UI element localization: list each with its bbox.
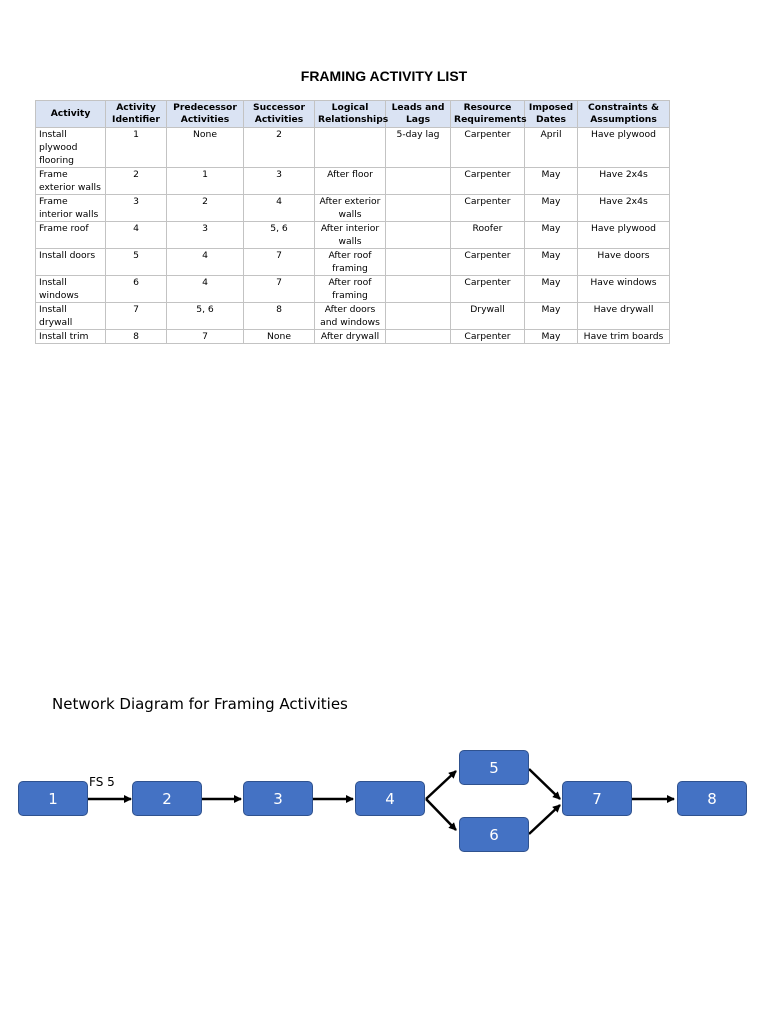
cell-predecessor: 2 bbox=[167, 195, 244, 222]
activity-node-6: 6 bbox=[459, 817, 529, 852]
cell-imposed-date: May bbox=[525, 168, 578, 195]
document-title: FRAMING ACTIVITY LIST bbox=[300, 68, 468, 84]
cell-identifier: 4 bbox=[106, 222, 167, 249]
header-resource-requirements: Resource Requirements bbox=[451, 101, 525, 128]
cell-constraint: Have doors bbox=[578, 249, 670, 276]
cell-constraint: Have drywall bbox=[578, 303, 670, 330]
header-imposed-dates: Imposed Dates bbox=[525, 101, 578, 128]
activity-node-3: 3 bbox=[243, 781, 313, 816]
cell-resource: Carpenter bbox=[451, 330, 525, 344]
cell-identifier: 6 bbox=[106, 276, 167, 303]
cell-activity: Install drywall bbox=[36, 303, 106, 330]
cell-identifier: 5 bbox=[106, 249, 167, 276]
cell-resource: Carpenter bbox=[451, 168, 525, 195]
cell-constraint: Have trim boards bbox=[578, 330, 670, 344]
cell-logical: After floor bbox=[315, 168, 386, 195]
header-constraints: Constraints & Assumptions bbox=[578, 101, 670, 128]
cell-successor: 3 bbox=[244, 168, 315, 195]
activity-node-2: 2 bbox=[132, 781, 202, 816]
cell-successor: 7 bbox=[244, 249, 315, 276]
cell-imposed-date: May bbox=[525, 303, 578, 330]
cell-leads-lags: 5-day lag bbox=[386, 128, 451, 168]
header-logical-relationships: Logical Relationships bbox=[315, 101, 386, 128]
cell-imposed-date: May bbox=[525, 195, 578, 222]
cell-logical: After roof framing bbox=[315, 249, 386, 276]
header-activity-identifier: Activity Identifier bbox=[106, 101, 167, 128]
cell-resource: Carpenter bbox=[451, 249, 525, 276]
cell-logical: After drywall bbox=[315, 330, 386, 344]
cell-identifier: 7 bbox=[106, 303, 167, 330]
activity-node-5: 5 bbox=[459, 750, 529, 785]
cell-successor: None bbox=[244, 330, 315, 344]
cell-logical: After doors and windows bbox=[315, 303, 386, 330]
cell-predecessor: None bbox=[167, 128, 244, 168]
cell-activity: Frame roof bbox=[36, 222, 106, 249]
activity-node-1: 1 bbox=[18, 781, 88, 816]
cell-activity: Frame exterior walls bbox=[36, 168, 106, 195]
cell-imposed-date: May bbox=[525, 276, 578, 303]
network-diagram-title: Network Diagram for Framing Activities bbox=[52, 695, 348, 713]
arrow-6-to-7 bbox=[529, 805, 560, 834]
cell-constraint: Have 2x4s bbox=[578, 195, 670, 222]
cell-identifier: 2 bbox=[106, 168, 167, 195]
cell-activity: Install trim bbox=[36, 330, 106, 344]
cell-imposed-date: April bbox=[525, 128, 578, 168]
cell-imposed-date: May bbox=[525, 330, 578, 344]
cell-resource: Drywall bbox=[451, 303, 525, 330]
cell-logical: After exterior walls bbox=[315, 195, 386, 222]
cell-predecessor: 5, 6 bbox=[167, 303, 244, 330]
cell-predecessor: 4 bbox=[167, 249, 244, 276]
cell-successor: 2 bbox=[244, 128, 315, 168]
cell-identifier: 3 bbox=[106, 195, 167, 222]
cell-successor: 7 bbox=[244, 276, 315, 303]
cell-resource: Roofer bbox=[451, 222, 525, 249]
cell-predecessor: 1 bbox=[167, 168, 244, 195]
arrow-4-to-5 bbox=[426, 771, 456, 799]
header-predecessor: Predecessor Activities bbox=[167, 101, 244, 128]
cell-constraint: Have plywood bbox=[578, 222, 670, 249]
cell-predecessor: 4 bbox=[167, 276, 244, 303]
activity-node-4: 4 bbox=[355, 781, 425, 816]
cell-logical: After roof framing bbox=[315, 276, 386, 303]
activity-node-8: 8 bbox=[677, 781, 747, 816]
cell-predecessor: 3 bbox=[167, 222, 244, 249]
cell-activity: Frame interior walls bbox=[36, 195, 106, 222]
header-leads-lags: Leads and Lags bbox=[386, 101, 451, 128]
cell-identifier: 8 bbox=[106, 330, 167, 344]
cell-successor: 4 bbox=[244, 195, 315, 222]
header-successor: Successor Activities bbox=[244, 101, 315, 128]
cell-successor: 8 bbox=[244, 303, 315, 330]
arrow-5-to-7 bbox=[529, 769, 560, 799]
cell-resource: Carpenter bbox=[451, 276, 525, 303]
cell-identifier: 1 bbox=[106, 128, 167, 168]
cell-constraint: Have 2x4s bbox=[578, 168, 670, 195]
cell-activity: Install doors bbox=[36, 249, 106, 276]
header-activity: Activity bbox=[36, 101, 106, 128]
cell-resource: Carpenter bbox=[451, 128, 525, 168]
cell-imposed-date: May bbox=[525, 222, 578, 249]
cell-logical: After interior walls bbox=[315, 222, 386, 249]
cell-predecessor: 7 bbox=[167, 330, 244, 344]
cell-constraint: Have plywood bbox=[578, 128, 670, 168]
lag-label: FS 5 bbox=[89, 775, 115, 789]
activity-node-7: 7 bbox=[562, 781, 632, 816]
cell-constraint: Have windows bbox=[578, 276, 670, 303]
cell-activity: Install windows bbox=[36, 276, 106, 303]
cell-resource: Carpenter bbox=[451, 195, 525, 222]
cell-imposed-date: May bbox=[525, 249, 578, 276]
arrow-4-to-6 bbox=[426, 799, 456, 830]
cell-activity: Install plywood flooring bbox=[36, 128, 106, 168]
cell-successor: 5, 6 bbox=[244, 222, 315, 249]
